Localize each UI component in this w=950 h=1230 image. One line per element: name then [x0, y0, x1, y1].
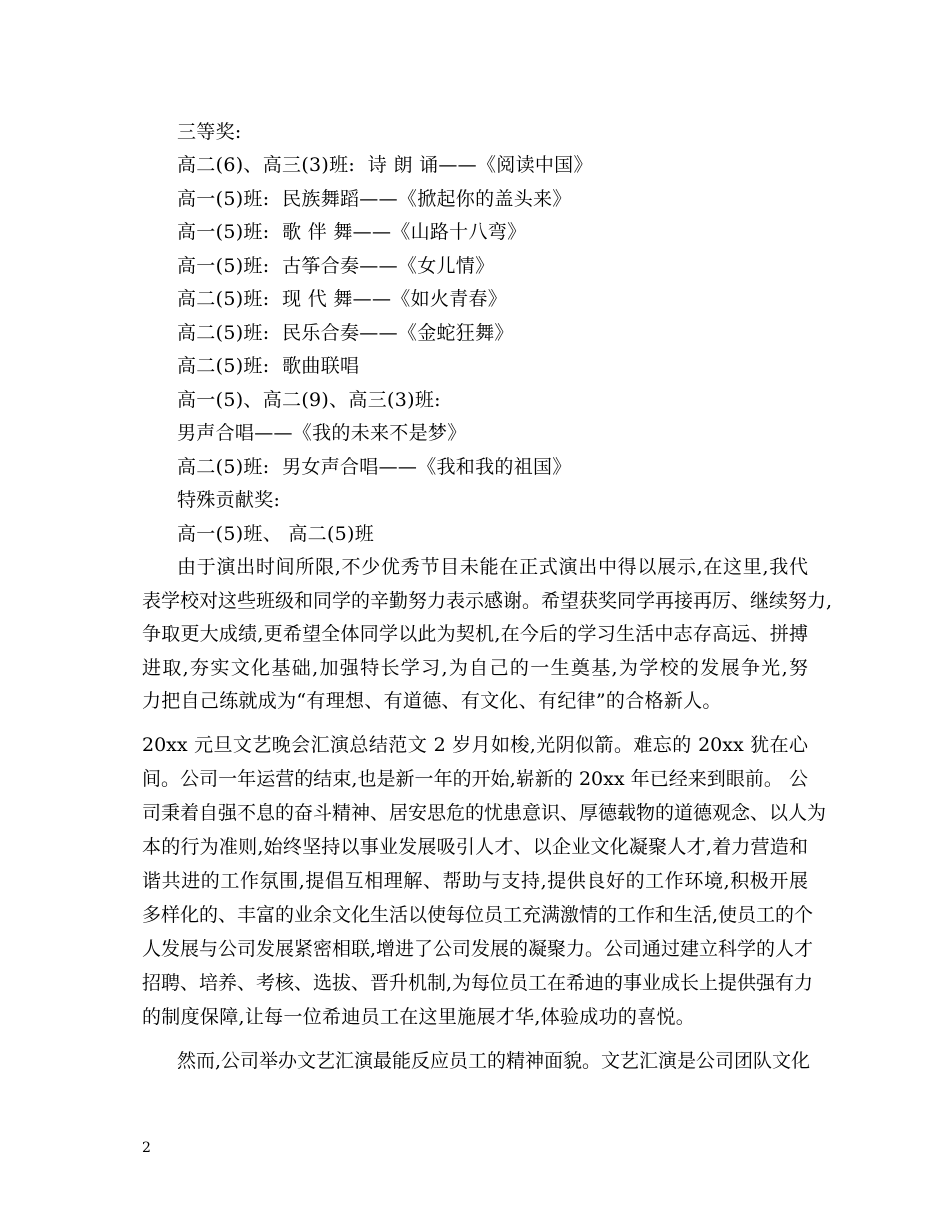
award-heading-special-contribution: 特殊贡献奖: — [177, 489, 281, 511]
paragraph-line: 争取更大成绩,更希望全体同学以此为契机,在今后的学习生活中志存高远、拼搏 — [142, 623, 808, 645]
award-entry: 男声合唱——《我的未来不是梦》 — [177, 422, 467, 444]
award-entry: 高二(5)班: 民乐合奏——《金蛇狂舞》 — [177, 322, 514, 344]
paragraph-line: 间。公司一年运营的结束,也是新一年的开始,崭新的 20xx 年已经来到眼前。 公 — [142, 768, 808, 790]
award-entry: 高一(5)班: 民族舞蹈——《掀起你的盖头来》 — [177, 188, 572, 210]
award-entry: 高一(5)班: 歌 伴 舞——《山路十八弯》 — [177, 221, 527, 243]
award-entry: 高二(5)班: 现 代 舞——《如火青春》 — [177, 288, 508, 310]
paragraph-line: 招聘、培养、考核、选拔、晋升机制,为每位员工在希迪的事业成长上提供强有力 — [142, 972, 814, 994]
award-entry: 高二(6)、高三(3)班: 诗 朗 诵——《阅读中国》 — [177, 154, 593, 176]
paragraph-line: 然而,公司举办文艺汇演最能反应员工的精神面貌。文艺汇演是公司团队文化 — [177, 1050, 811, 1072]
paragraph-line: 谐共进的工作氛围,提倡互相理解、帮助与支持,提供良好的工作环境,积极开展 — [142, 870, 808, 892]
paragraph-line: 人发展与公司发展紧密相联,增进了公司发展的凝聚力。公司通过建立科学的人才 — [142, 938, 814, 960]
paragraph-line: 表学校对这些班级和同学的辛勤努力表示感谢。希望获奖同学再接再厉、继续努力, — [142, 590, 833, 612]
award-entry: 高一(5)班: 古筝合奏——《女儿情》 — [177, 255, 495, 277]
award-entry: 高二(5)班: 歌曲联唱 — [177, 355, 360, 377]
paragraph-line: 力把自己练就成为“有理想、有道德、有文化、有纪律”的合格新人。 — [142, 690, 722, 712]
paragraph-line: 的制度保障,让每一位希迪员工在这里施展才华,体验成功的喜悦。 — [142, 1006, 696, 1028]
paragraph-line: 司秉着自强不息的奋斗精神、居安思危的忧患意识、厚德载物的道德观念、以人为 — [142, 802, 827, 824]
paragraph-line: 由于演出时间所限,不少优秀节目未能在正式演出中得以展示,在这里,我代 — [177, 556, 808, 578]
page-number: 2 — [142, 1140, 151, 1156]
paragraph-line: 20xx 元旦文艺晚会汇演总结范文 2 岁月如梭,光阴似箭。难忘的 20xx 犹在心 — [142, 734, 808, 756]
award-entry: 高一(5)、高二(9)、高三(3)班: — [177, 389, 441, 411]
award-entry: 高一(5)班、 高二(5)班 — [177, 523, 375, 545]
paragraph-line: 进取,夯实文化基础,加强特长学习,为自己的一生奠基,为学校的发展争光,努 — [142, 657, 808, 679]
award-entry: 高二(5)班: 男女声合唱——《我和我的祖国》 — [177, 456, 572, 478]
paragraph-line: 多样化的、丰富的业余文化生活以使每位员工充满激情的工作和生活,使员工的个 — [142, 904, 814, 926]
paragraph-line: 本的行为准则,始终坚持以事业发展吸引人才、以企业文化凝聚人才,着力营造和 — [142, 836, 808, 858]
award-heading-third-prize: 三等奖: — [177, 121, 242, 143]
